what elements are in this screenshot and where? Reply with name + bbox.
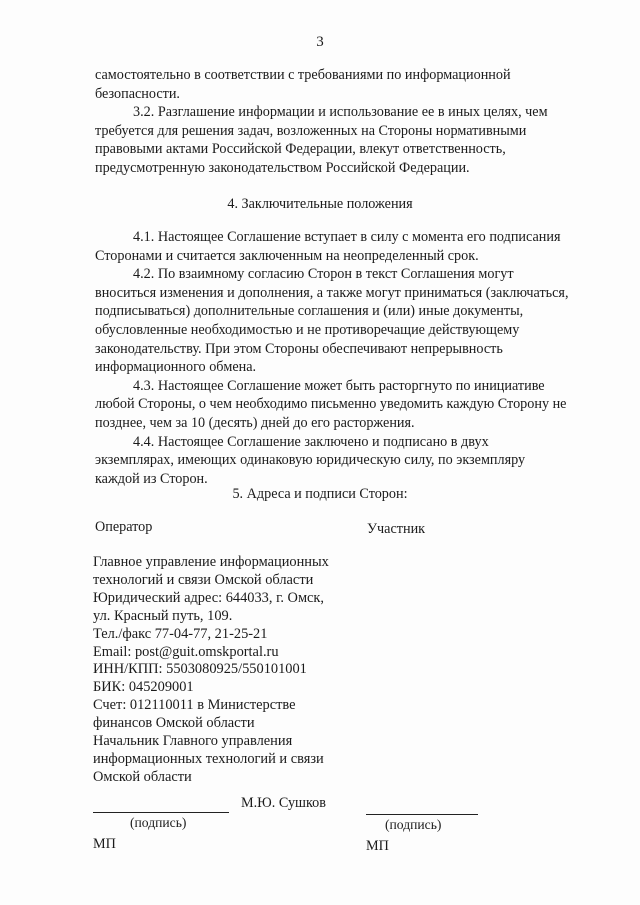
operator-line: Юридический адрес: 644033, г. Омск, bbox=[93, 589, 325, 606]
operator-line: Омской области bbox=[93, 768, 192, 785]
operator-signatory-name: М.Ю. Сушков bbox=[241, 795, 326, 811]
operator-details bbox=[93, 554, 393, 787]
paragraph-3-1-continuation: самостоятельно в соответствии с требованиями по информационной безопасности. bbox=[95, 67, 511, 102]
page-number: 3 bbox=[316, 34, 324, 50]
operator-line: Начальник Главного управления bbox=[93, 733, 293, 750]
operator-line: Счет: 012110011 в Министерстве bbox=[93, 697, 296, 714]
paragraph-4-2: 4.2. По взаимному согласию Сторон в текст Соглашения могут вноситься изменения и дополнения, а также могут приниматься (заключаться, подписываться) дополнительные соглашения и (или) иные документы, обусловленные необходимостью и не противоречащие действующему законодательству. При этом Стороны обеспечивают непрерывность информационного обмена. bbox=[95, 266, 569, 376]
operator-stamp-mark: МП bbox=[93, 836, 116, 852]
operator-line: Тел./факс 77-04-77, 21-25-21 bbox=[93, 625, 268, 642]
operator-line: Email: post@guit.omskportal.ru bbox=[93, 643, 279, 660]
operator-line: БИК: 045209001 bbox=[93, 679, 194, 696]
operator-line: Главное управление информационных bbox=[93, 554, 329, 570]
participant-signature-caption: (подпись) bbox=[385, 817, 442, 832]
operator-label: Оператор bbox=[95, 519, 153, 535]
operator-line: технологий и связи Омской области bbox=[93, 571, 314, 588]
participant-label: Участник bbox=[367, 521, 426, 537]
section-3-text bbox=[95, 66, 608, 178]
operator-signature-line bbox=[93, 812, 229, 813]
paragraph-4-1: 4.1. Настоящее Соглашение вступает в силу с момента его подписания Сторонами и считается заключенным на неопределенный срок. bbox=[95, 229, 561, 264]
paragraph-4-3: 4.3. Настоящее Соглашение может быть расторгнуто по инициативе любой Стороны, о чем необходимо письменно уведомить каждую Сторону не позднее, чем за 10 (десять) дней до его расторжения. bbox=[95, 377, 567, 431]
section-4-text bbox=[95, 228, 608, 488]
paragraph-3-2: 3.2. Разглашение информации и использование ее в иных целях, чем требуется для решения задач, возложенных на Стороны нормативными правовыми актами Российской Федерации, влекут ответственность, предусмотренную законодательством Российской Федерации. bbox=[95, 104, 548, 176]
operator-line: ИНН/КПП: 5503080925/550101001 bbox=[93, 661, 307, 678]
operator-line: информационных технологий и связи bbox=[93, 750, 324, 767]
participant-stamp-mark: МП bbox=[366, 838, 389, 854]
section-4-heading: 4. Заключительные положения bbox=[227, 196, 413, 212]
participant-signature-line bbox=[366, 814, 478, 815]
section-5-heading: 5. Адреса и подписи Сторон: bbox=[232, 486, 408, 502]
paragraph-4-4: 4.4. Настоящее Соглашение заключено и подписано в двух экземплярах, имеющих одинаковую юридическую силу, по экземпляру каждой из Сторон. bbox=[95, 433, 526, 487]
operator-signature-caption: (подпись) bbox=[130, 815, 187, 830]
operator-line: ул. Красный путь, 109. bbox=[93, 607, 233, 624]
operator-line: финансов Омской области bbox=[93, 715, 255, 732]
